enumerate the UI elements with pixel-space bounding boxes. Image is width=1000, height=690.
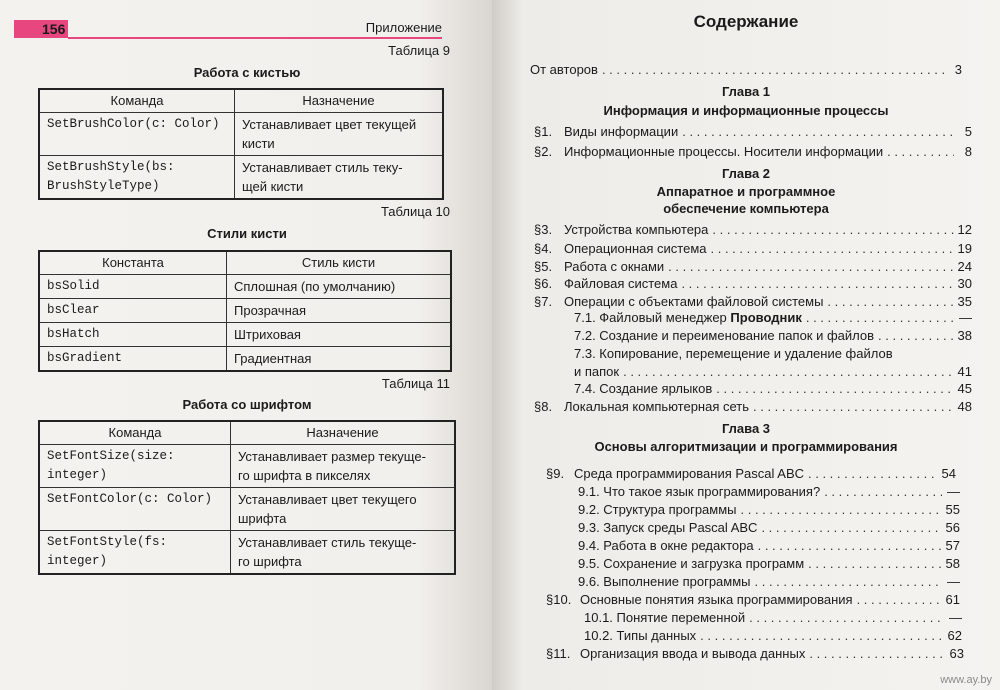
toc-subentry: 9.3. Запуск среды Pascal ABC . . . 56 [578,520,960,535]
cell-command: SetFontSize(size: integer) [39,445,231,488]
table-header-row [39,251,451,275]
cell-description: Устанавливает стиль теку- щей кисти [235,156,444,200]
chapter2-heading: Глава 2 [721,166,771,181]
chapter2-title-line1: Аппаратное и программное [656,184,836,199]
col-header: Константа [39,251,227,275]
toc-subentry: 7.4. Создание ярлыков . . . 45 [574,381,972,396]
table10-title: Стили кисти [207,226,287,241]
toc-subentry: 9.5. Сохранение и загрузка программ . . . 58 [578,556,960,571]
col-header: Стиль кисти [227,251,452,275]
cell-command: SetBrushColor(c: Color) [39,113,235,156]
col-header: Назначение [235,89,444,113]
toc-subentry: 9.1. Что такое язык программирования? . . . — [578,484,960,499]
header-title: Приложение [365,20,442,35]
cell-command: SetFontStyle(fs: integer) [39,531,231,575]
cell-style: Прозрачная [227,299,452,323]
table-row [39,156,443,200]
toc-entry: §2. Информационные процессы. Носители информации . . . 8 [534,144,972,159]
page-number: 156 [42,21,66,37]
table-row [39,347,451,372]
table-header-row [39,421,455,445]
chapter3-title: Основы алгоритмизации и программирования [594,439,898,454]
table-header-row [39,89,443,113]
table-row [39,323,451,347]
col-header: Команда [39,421,231,445]
page-header [14,20,442,38]
chapter1-title: Информация и информационные процессы [603,103,889,118]
col-header: Назначение [231,421,456,445]
toc-subentry: и папок . . . 41 [574,364,972,379]
watermark: www.ay.by [940,674,992,686]
table11 [38,420,456,575]
toc-entry: §11. Организация ввода и вывода данных . . . 63 [546,646,964,661]
toc-subentry: 9.4. Работа в окне редактора . . . 57 [578,538,960,553]
toc-entry: §3. Устройства компьютера . . . 12 [534,222,972,237]
right-page [492,0,1000,690]
table-row [39,488,455,531]
cell-constant: bsClear [39,299,227,323]
table-row [39,445,455,488]
table9 [38,88,444,200]
table10 [38,250,452,372]
toc-subentry: 9.2. Структура программы . . . 55 [578,502,960,517]
table11-number: Таблица 11 [381,376,450,391]
table11-title: Работа со шрифтом [182,397,312,412]
cell-description: Устанавливает цвет текущего шрифта [231,488,456,531]
toc-entry: §1. Виды информации . . . 5 [534,124,972,139]
toc-subentry-line1: 7.3. Копирование, перемещение и удаление файлов [574,346,893,361]
cell-constant: bsHatch [39,323,227,347]
toc-subentry: 10.1. Понятие переменной . . . — [584,610,962,625]
toc-title: Содержание [693,12,799,31]
cell-style: Градиентная [227,347,452,372]
table-row [39,299,451,323]
cell-description: Устанавливает стиль текуще- го шрифта [231,531,456,575]
col-header: Команда [39,89,235,113]
toc-entry-authors: От авторов . . . 3 [530,62,962,77]
chapter1-heading: Глава 1 [721,84,771,99]
toc-subentry: 7.2. Создание и переименование папок и файлов . . . 38 [574,328,972,343]
cell-style: Сплошная (по умолчанию) [227,275,452,299]
cell-description: Устанавливает цвет текущей кисти [235,113,444,156]
cell-description: Устанавливает размер текуще- го шрифта в пикселях [231,445,456,488]
cell-style: Штриховая [227,323,452,347]
cell-command: SetFontColor(c: Color) [39,488,231,531]
toc-entry: §5. Работа с окнами . . . 24 [534,259,972,274]
cell-command: SetBrushStyle(bs: BrushStyleType) [39,156,235,200]
table9-title: Работа с кистью [193,65,301,80]
toc-entry: §9. Среда программирования Pascal ABC . . . 54 [546,466,956,481]
left-page [0,0,492,690]
cell-constant: bsGradient [39,347,227,372]
chapter3-heading: Глава 3 [721,421,771,436]
table-row [39,113,443,156]
table-row [39,275,451,299]
toc-entry: §8. Локальная компьютерная сеть . . . 48 [534,399,972,414]
toc-subentry: 7.1. Файловый менеджер Проводник . . . — [574,310,972,325]
toc-subentry: 10.2. Типы данных . . . 62 [584,628,962,643]
toc-entry: §10. Основные понятия языка программирования . . . 61 [546,592,960,607]
table-row [39,531,455,575]
toc-subentry: 9.6. Выполнение программы . . . — [578,574,960,589]
toc-entry: §6. Файловая система . . . 30 [534,276,972,291]
cell-constant: bsSolid [39,275,227,299]
toc-entry: §4. Операционная система . . . 19 [534,241,972,256]
toc-entry: §7. Операции с объектами файловой системы . . . 35 [534,294,972,309]
chapter2-title-line2: обеспечение компьютера [663,201,829,216]
table10-number: Таблица 10 [380,204,450,219]
header-rule [68,37,442,39]
table9-number: Таблица 9 [388,43,450,58]
